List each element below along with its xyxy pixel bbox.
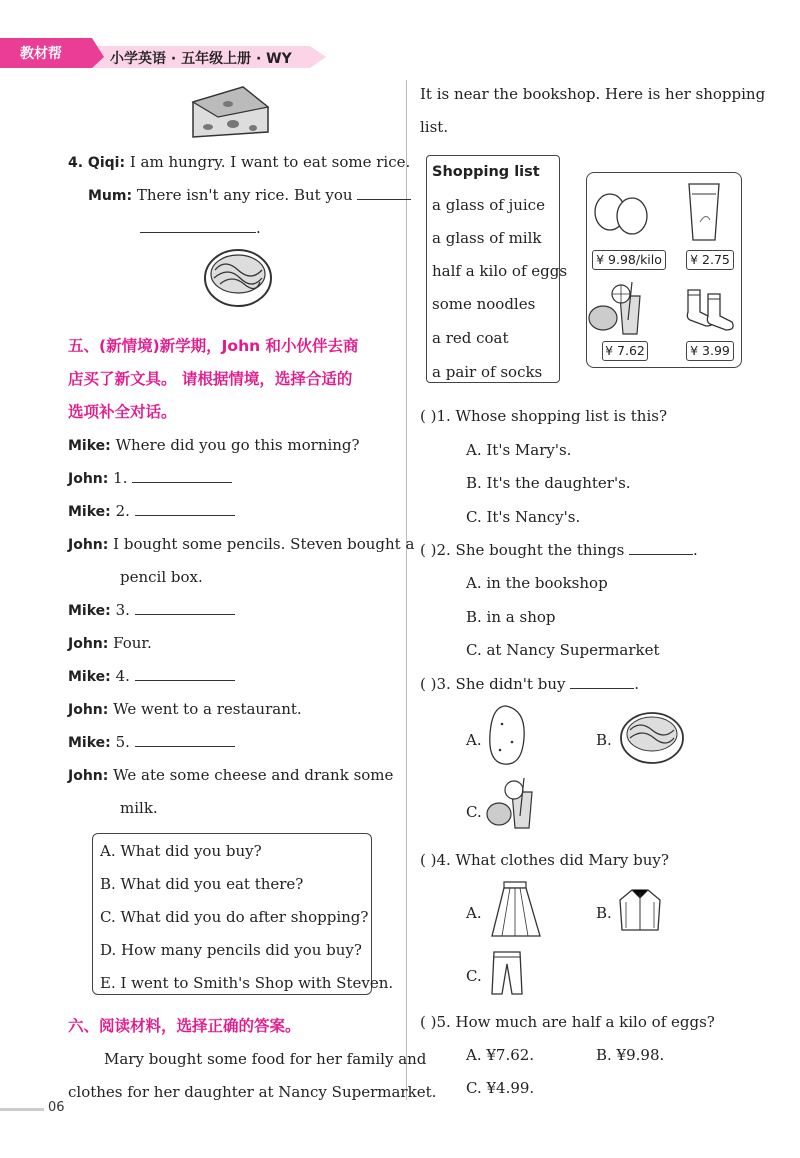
q1-option-b[interactable]: B. It's the daughter's.	[466, 474, 631, 492]
speaker-john: John	[68, 471, 103, 487]
section6-heading: 六、阅读材料，选择正确的答案。	[68, 1017, 301, 1035]
socks-image	[680, 286, 736, 336]
shopping-list-title: Shopping list	[432, 164, 540, 180]
q2-option-c[interactable]: C. at Nancy Supermarket	[466, 641, 660, 659]
dialog-line: Mike: Where did you go this morning?	[68, 436, 360, 454]
speaker-mike: Mike	[68, 669, 106, 685]
q3-option-c[interactable]: C.	[466, 803, 482, 821]
trousers-image	[490, 950, 524, 996]
q4-line3: .	[140, 218, 261, 238]
price-juice: ¥ 7.62	[602, 341, 648, 361]
section5-heading-3: 选项补全对话。	[68, 403, 177, 421]
passage-line: list.	[420, 118, 449, 136]
answer-blank[interactable]	[629, 540, 693, 555]
dialog-line: Mike: 2.	[68, 501, 235, 522]
milk-glass-image	[686, 182, 726, 244]
dialog-line: John: We went to a restaurant.	[68, 700, 302, 718]
q1-option-c[interactable]: C. It's Nancy's.	[466, 508, 581, 526]
shopping-list-item: a glass of milk	[432, 229, 542, 247]
option-d: D. How many pencils did you buy?	[100, 941, 362, 959]
dialog-line: pencil box.	[120, 568, 203, 586]
speaker-mike: Mike	[68, 735, 106, 751]
q4-line1: 4. Qiqi: I am hungry. I want to eat some rice.	[68, 153, 411, 171]
q3-option-b[interactable]: B.	[596, 731, 612, 749]
question-4: ( )4. What clothes did Mary buy?	[420, 851, 669, 869]
q5-option-b[interactable]: B. ¥9.98.	[596, 1046, 665, 1064]
shopping-list-item: some noodles	[432, 295, 536, 313]
q2-option-a[interactable]: A. in the bookshop	[466, 574, 608, 592]
question-3: ( )3. She didn't buy .	[420, 675, 640, 693]
potato-image	[486, 704, 530, 768]
answer-blank[interactable]	[140, 218, 256, 233]
q4-text1: I am hungry. I want to eat some rice.	[129, 153, 411, 171]
speaker-mum: Mum	[88, 188, 127, 204]
option-e: E. I went to Smith's Shop with Steven.	[100, 974, 394, 992]
q4-option-b[interactable]: B.	[596, 904, 612, 922]
dialog-line: John: We ate some cheese and drank some	[68, 766, 394, 784]
noodles-option-image	[618, 710, 688, 766]
column-divider	[406, 80, 407, 1100]
q5-option-a[interactable]: A. ¥7.62.	[466, 1046, 535, 1064]
header-bar	[0, 38, 330, 76]
eggs-image	[592, 190, 654, 240]
dialog-line: Mike: 5.	[68, 732, 235, 753]
dialog-line: John: I bought some pencils. Steven bought a	[68, 535, 415, 553]
shopping-list-item: a red coat	[432, 329, 509, 347]
q4-text2: There isn't any rice. But you	[136, 186, 353, 204]
section5-heading-1: 五、(新情境)新学期，John 和小伙伴去商	[68, 337, 359, 355]
speaker-mike: Mike	[68, 603, 106, 619]
juice-image	[588, 280, 648, 338]
answer-blank[interactable]	[357, 185, 411, 200]
question-5: ( )5. How much are half a kilo of eggs?	[420, 1013, 715, 1031]
section5-heading-2: 店买了新文具。 请根据情境，选择合适的	[68, 370, 353, 388]
speaker-qiqi: 4. Qiqi	[68, 155, 120, 171]
dialog-line: Mike: 4.	[68, 666, 235, 687]
price-socks: ¥ 3.99	[686, 341, 734, 361]
answer-blank[interactable]	[135, 600, 235, 615]
juice-option-image	[486, 776, 546, 832]
shopping-list-item: a pair of socks	[432, 363, 543, 381]
question-1: ( )1. Whose shopping list is this?	[420, 407, 668, 425]
answer-blank[interactable]	[132, 468, 232, 483]
header-title: 小学英语 · 五年级上册 · WY	[110, 51, 292, 67]
q4-option-c[interactable]: C.	[466, 967, 482, 985]
answer-blank[interactable]	[135, 732, 235, 747]
passage-line: It is near the bookshop. Here is her shopping	[420, 85, 766, 103]
speaker-john: John	[68, 636, 103, 652]
question-2: ( )2. She bought the things .	[420, 541, 698, 559]
price-eggs: ¥ 9.98/kilo	[592, 250, 666, 270]
dialog-line: John: Four.	[68, 634, 152, 652]
option-a: A. What did you buy?	[100, 842, 262, 860]
cheese-image	[188, 82, 278, 142]
answer-blank[interactable]	[570, 674, 634, 689]
coat-image	[618, 888, 662, 932]
q2-option-b[interactable]: B. in a shop	[466, 608, 556, 626]
page-number-rule	[0, 1108, 44, 1111]
skirt-image	[490, 880, 542, 940]
dialog-line: John: 1.	[68, 468, 232, 489]
dialog-line: Mike: 3.	[68, 600, 235, 621]
speaker-mike: Mike	[68, 504, 106, 520]
passage-line: Mary bought some food for her family and	[104, 1050, 427, 1068]
q4-option-a[interactable]: A.	[466, 904, 482, 922]
header-badge: 教材帮	[20, 46, 62, 62]
q3-option-a[interactable]: A.	[466, 731, 482, 749]
answer-blank[interactable]	[135, 501, 235, 516]
page-number: 06	[48, 1100, 65, 1115]
noodles-image	[200, 248, 280, 313]
q4-line2: Mum: There isn't any rice. But you	[88, 185, 411, 206]
speaker-john: John	[68, 702, 103, 718]
answer-blank[interactable]	[135, 666, 235, 681]
shopping-list-item: half a kilo of eggs	[432, 262, 568, 280]
q5-option-c[interactable]: C. ¥4.99.	[466, 1079, 535, 1097]
dialog-line: milk.	[120, 799, 158, 817]
speaker-john: John	[68, 537, 103, 553]
price-milk: ¥ 2.75	[686, 250, 734, 270]
shopping-list-item: a glass of juice	[432, 196, 545, 214]
q1-option-a[interactable]: A. It's Mary's.	[466, 441, 572, 459]
option-b: B. What did you eat there?	[100, 875, 304, 893]
speaker-mike: Mike	[68, 438, 106, 454]
passage-line: clothes for her daughter at Nancy Supermarket.	[68, 1083, 437, 1101]
option-c: C. What did you do after shopping?	[100, 908, 369, 926]
speaker-john: John	[68, 768, 103, 784]
